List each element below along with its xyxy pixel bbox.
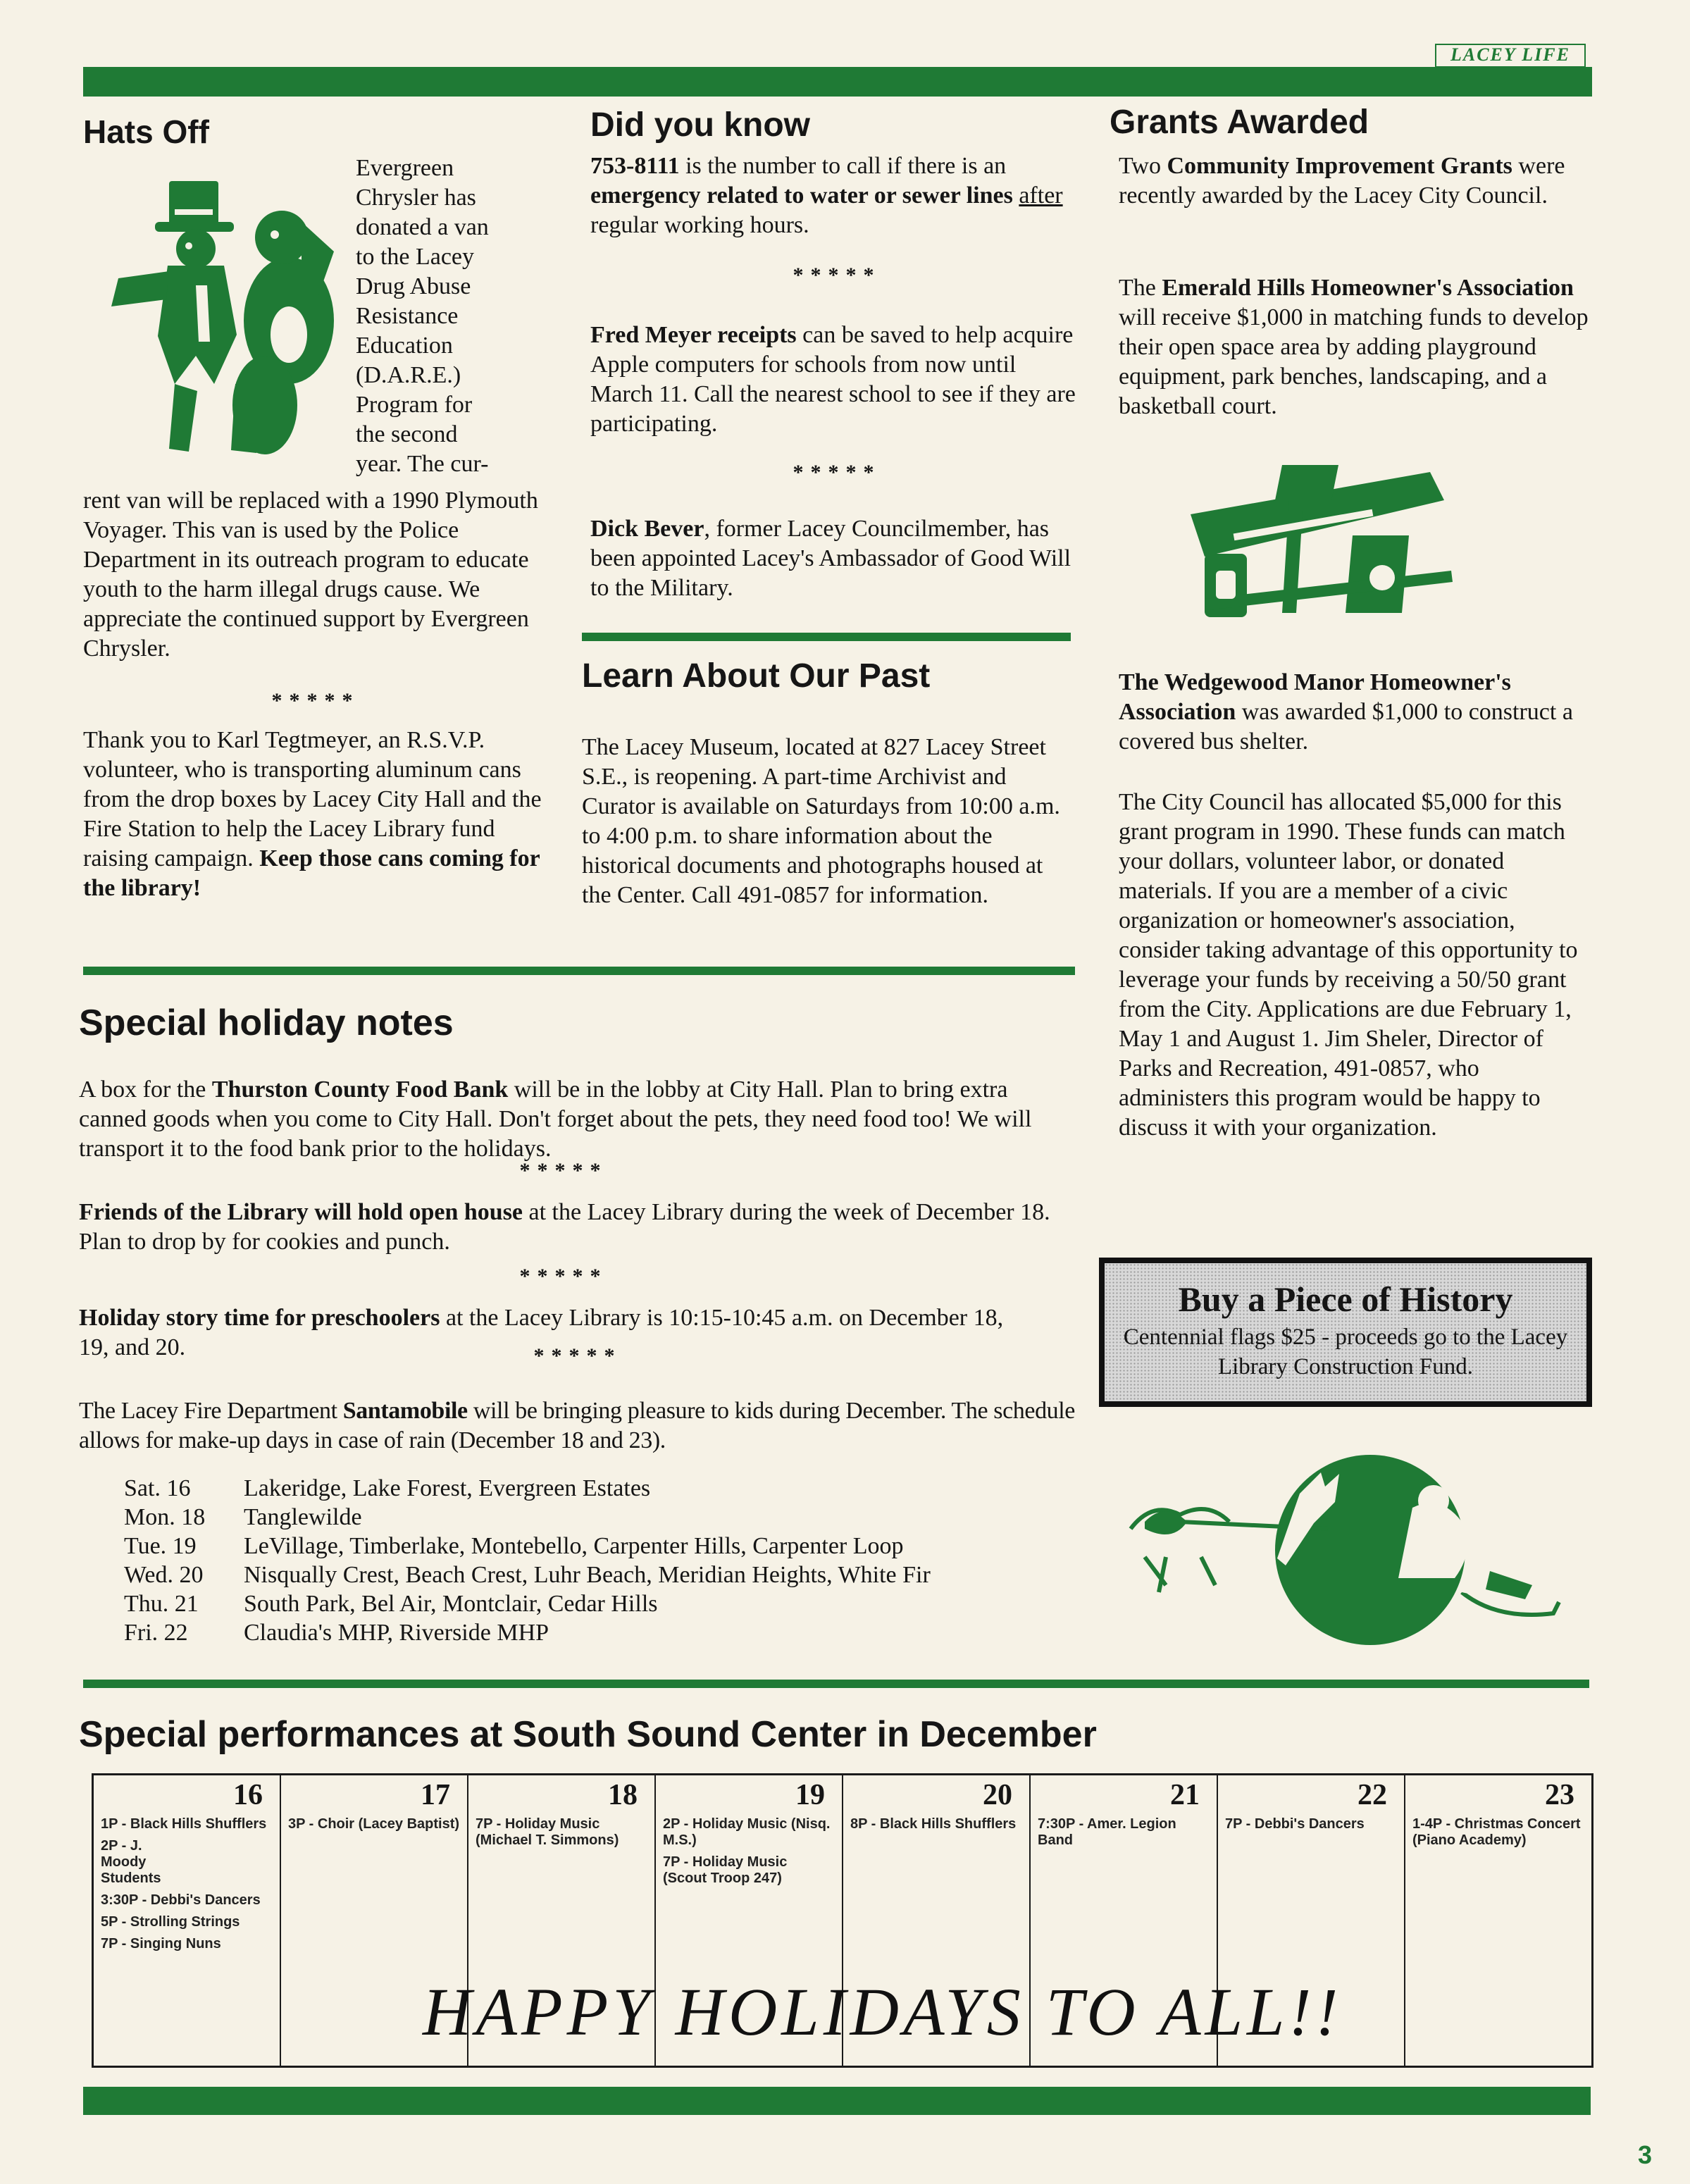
did-you-know-stars1: ***** (793, 263, 881, 287)
happy-holidays-banner: HAPPY HOLIDAYS TO ALL!! (423, 1974, 1343, 2049)
did-you-know-title: Did you know (590, 106, 810, 144)
grants-p3-text: was awarded $1,000 to construct a covered bus shelter. (1119, 699, 1573, 755)
story-time-text: at the Lacey Library is 10:15-10:45 a.m. on December 18, 19, and 20. (79, 1305, 1004, 1360)
schedule-row (124, 1474, 1110, 1503)
calendar-date: 20 (983, 1779, 1012, 1811)
calendar-event: 3P - Choir (Lacey Baptist) (288, 1816, 460, 1832)
santamobile-schedule (124, 1474, 1110, 1647)
grants-p1-text-end: were recently awarded by the Lacey City Council. (1119, 153, 1565, 209)
grants-para3 (1119, 668, 1592, 757)
did-you-know-stars2: ***** (793, 461, 881, 484)
grants-p1-text: Two (1119, 153, 1167, 179)
hats-off-para2 (83, 726, 548, 903)
holiday-stars-2: ***** (519, 1265, 608, 1288)
schedule-row (124, 1532, 1110, 1561)
hats-off-line: Education (356, 333, 453, 359)
item1-bold: emergency related to water or sewer lines (590, 182, 1013, 209)
holiday-note-santamobile (79, 1396, 1079, 1456)
calendar-event: 7:30P - Amer. Legion Band (1038, 1816, 1176, 1848)
hats-off-para1-rest: rent van will be replaced with a 1990 Plymouth Voyager. This van is used by the Police Department in its outreach program to educate youth to the harm illegal drugs cause. We appreciate the continued support by Evergreen Chrysler. (83, 488, 538, 662)
schedule-day: Tue. 19 (124, 1533, 197, 1559)
buy-history-title: Buy a Piece of History (1178, 1279, 1513, 1319)
calendar-date: 16 (233, 1779, 263, 1811)
item2-text: can be saved to help acquire Apple computers for schools from now until March 11. Call the nearest school to see if they are participating. (590, 322, 1076, 437)
calendar-date: 22 (1357, 1779, 1387, 1811)
holiday-notes-title: Special holiday notes (79, 1003, 454, 1043)
item1-text: is the number to call if there is an (679, 153, 1007, 179)
open-house-bold: Friends of the Library will hold open house (79, 1199, 523, 1225)
calendar-event: 1-4P - Christmas Concert (Piano Academy) (1412, 1816, 1581, 1848)
calendar-date: 17 (421, 1779, 450, 1811)
schedule-row (124, 1618, 1110, 1647)
schedule-day: Sat. 16 (124, 1475, 191, 1501)
grants-p2-text: The (1119, 275, 1162, 301)
hats-off-line: Drug Abuse (356, 273, 471, 299)
masthead-tag: LACEY LIFE (1435, 44, 1586, 68)
hats-off-line: the second (356, 421, 458, 447)
bottom-green-bar (83, 2087, 1591, 2115)
item3-text: , former Lacey Councilmember, has been appointed Lacey's Ambassador of Good Will to the Military. (590, 516, 1071, 601)
item1-underline: after (1019, 182, 1063, 209)
hats-off-title: Hats Off (83, 113, 209, 150)
holiday-notes-divider (83, 967, 1075, 975)
item2-bold: Fred Meyer receipts (590, 322, 797, 348)
schedule-row (124, 1589, 1110, 1618)
hats-off-line: year. The cur- (356, 451, 489, 477)
learn-past-divider (582, 633, 1071, 641)
learn-past-title: Learn About Our Past (582, 657, 931, 695)
performances-divider (83, 1680, 1589, 1688)
grants-p2-bold: Emerald Hills Homeowner's Association (1162, 275, 1574, 301)
schedule-places: Lakeridge, Lake Forest, Evergreen Estates (244, 1475, 651, 1501)
calendar-event: 7P - Debbi's Dancers (1225, 1816, 1365, 1832)
hats-off-para2-bold: Keep those cans coming for the library! (83, 845, 540, 901)
schedule-places: LeVillage, Timberlake, Montebello, Carpenter Hills, Carpenter Loop (244, 1533, 904, 1559)
hats-off-para1-wrapped (356, 154, 539, 479)
calendar-event: 7P - Holiday Music (Scout Troop 247) (663, 1854, 788, 1886)
page-number: 3 (1637, 2140, 1652, 2169)
schedule-day: Fri. 22 (124, 1620, 188, 1646)
hats-off-line: to the Lacey (356, 244, 475, 270)
hats-off-para2-text: Thank you to Karl Tegtmeyer, an R.S.V.P. volunteer, who is transporting aluminum cans from the drop boxes by Lacey City Hall and the Fire Station to help the Lacey Library fund raising campaign. (83, 727, 542, 871)
schedule-places: Nisqually Crest, Beach Crest, Luhr Beach, Meridian Heights, White Fir (244, 1562, 931, 1588)
calendar-event: 1P - Black Hills Shufflers (101, 1816, 267, 1832)
calendar-date: 21 (1170, 1779, 1200, 1811)
calendar-event: 2P - J. Moody Students (101, 1838, 161, 1886)
top-green-bar (83, 67, 1592, 97)
hats-off-line: donated a van (356, 214, 489, 240)
schedule-places: Tanglewilde (244, 1504, 362, 1530)
item3-bold: Dick Bever (590, 516, 704, 542)
calendar-date: 23 (1545, 1779, 1574, 1811)
schedule-places: Claudia's MHP, Riverside MHP (244, 1620, 549, 1646)
hats-off-line: Evergreen (356, 155, 454, 181)
calendar-event: 7P - Holiday Music (Michael T. Simmons) (476, 1816, 619, 1848)
holiday-stars-1: ***** (519, 1159, 608, 1182)
grants-p3-bold: The Wedgewood Manor Homeowner's Association (1119, 669, 1511, 725)
buy-history-text: Centennial flags $25 - proceeds go to the Lacey Library Construction Fund. (1123, 1324, 1568, 1379)
santamobile-bold: Santamobile (342, 1398, 468, 1424)
grants-p2-text-end: will receive $1,000 in matching funds to develop their open space area by adding playground equipment, park benches, landscaping, and a basketball court. (1119, 304, 1589, 419)
calendar-event: 2P - Holiday Music (Nisq. M.S.) (663, 1816, 831, 1848)
grants-p1-bold: Community Improvement Grants (1167, 153, 1512, 179)
grants-para2 (1119, 273, 1592, 421)
did-you-know-item2 (590, 321, 1083, 439)
food-bank-text-end: will be in the lobby at City Hall. Plan to bring extra canned goods when you come to City Hall. Don't forget about the pets, they need food too! We will transport it to the food bank prior to the holidays. (79, 1077, 1032, 1162)
schedule-row (124, 1561, 1110, 1589)
hats-off-line: Resistance (356, 303, 459, 329)
santamobile-text-end: will be bringing pleasure to kids during December. The schedule allows for make-up days in case of rain (December 18 and 23). (79, 1398, 1076, 1453)
holiday-note-open-house (79, 1198, 1079, 1257)
calendar-event: 3:30P - Debbi's Dancers (101, 1892, 261, 1908)
schedule-day: Wed. 20 (124, 1562, 204, 1588)
santa-sleigh-image (1117, 1451, 1567, 1649)
holiday-note-food-bank (79, 1075, 1079, 1164)
open-house-text: at the Lacey Library during the week of December 18. Plan to drop by for cookies and punch. (79, 1199, 1050, 1255)
calendar-event: 5P - Strolling Strings (101, 1914, 240, 1930)
calendar-date: 19 (795, 1779, 825, 1811)
hats-off-line: (D.A.R.E.) (356, 362, 461, 388)
story-time-bold: Holiday story time for preschoolers (79, 1305, 440, 1331)
hammer-and-saw-image (1176, 458, 1458, 627)
calendar-day-16 (94, 1775, 281, 2066)
grants-para1 (1119, 151, 1592, 211)
santamobile-text: The Lacey Fire Department (79, 1398, 343, 1424)
calendar-event: 8P - Black Hills Shufflers (850, 1816, 1017, 1832)
performances-title: Special performances at South Sound Center in December (79, 1714, 1097, 1755)
item1-text-end: regular working hours. (590, 212, 809, 238)
schedule-day: Thu. 21 (124, 1591, 199, 1617)
calendar-date: 18 (608, 1779, 638, 1811)
food-bank-text: A box for the (79, 1077, 212, 1103)
learn-past-text: The Lacey Museum, located at 827 Lacey Street S.E., is reopening. A part-time Archivist and Curator is available on Saturdays from 10:00 a.m. to 4:00 p.m. to share information about the historical documents and photographs housed at the Center. Call 491-0857 for information. (582, 734, 1060, 908)
emergency-phone-number: 753-8111 (590, 153, 680, 179)
schedule-row (124, 1503, 1110, 1532)
hats-off-stars: ***** (271, 689, 360, 712)
calendar-event: 7P - Singing Nuns (101, 1936, 221, 1952)
hats-off-line: Program for (356, 392, 473, 418)
buy-history-box (1099, 1258, 1592, 1407)
uncle-sam-and-dog-image (90, 173, 352, 469)
did-you-know-item3 (590, 514, 1083, 603)
schedule-day: Mon. 18 (124, 1504, 206, 1530)
hats-off-line: Chrysler has (356, 185, 476, 211)
did-you-know-item1 (590, 151, 1083, 240)
schedule-places: South Park, Bel Air, Montclair, Cedar Hills (244, 1591, 658, 1617)
grants-para4: The City Council has allocated $5,000 for this grant program in 1990. These funds can match your dollars, volunteer labor, or donated materials. If you are a member of a civic organization or homeowner's association, consider taking advantage of this opportunity to leverage your funds by receiving a 50/50 grant from the City. Applications are due February 1, May 1 and August 1. Jim Sheler, Director of Parks and Recreation, 491-0857, who administers this program would be happy to discuss it with your organization. (1119, 789, 1578, 1141)
grants-title: Grants Awarded (1110, 104, 1369, 141)
holiday-stars-3: ***** (533, 1344, 622, 1367)
food-bank-bold: Thurston County Food Bank (211, 1077, 509, 1103)
